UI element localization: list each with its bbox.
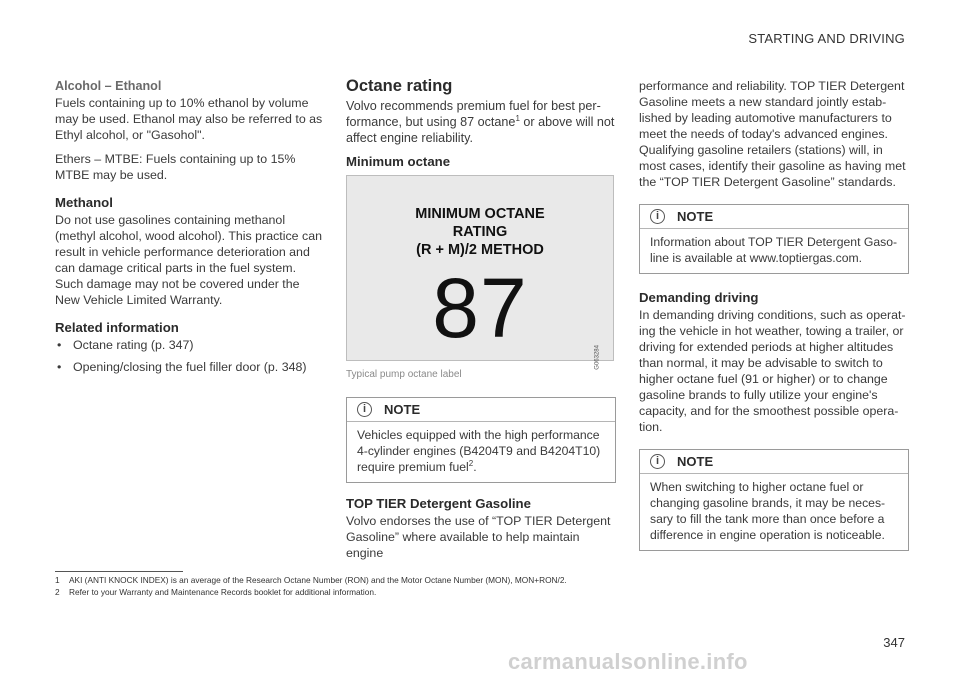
figure-caption: Typical pump octane label bbox=[346, 369, 462, 380]
alcohol-text: Fuels containing up to 10% ethanol by volume may be used. Ethanol may also be referred to as Ethyl alcohol, or "Gasohol". bbox=[55, 96, 323, 142]
figure-title: MINIMUM OCTANE RATING (R + M)/2 METHOD bbox=[415, 206, 545, 258]
footnote-divider bbox=[55, 571, 183, 572]
page-number: 347 bbox=[883, 635, 905, 650]
footnote-text: AKI (ANTI KNOCK INDEX) is an average of the Research Octane Number (RON) and the Motor Octane Number (MON), MON+RON/2. bbox=[69, 575, 567, 585]
footnote-1 bbox=[55, 575, 567, 585]
related-link-octane[interactable] bbox=[55, 337, 325, 353]
footnote-2 bbox=[55, 587, 376, 597]
info-icon: i bbox=[650, 209, 665, 224]
bullet: • bbox=[57, 338, 62, 352]
note-header bbox=[640, 450, 908, 474]
demanding-text: In demanding driving conditions, such as operat- ing the vehicle in hot weather, towing a trailer, or driving for extended periods at higher altitudes than normal, it may be advisable to switch to higher octane fuel (91 or higher) or to change gasoline brands to fully utilize your engine's capacity, and for the smoothest possible opera- tion. bbox=[639, 308, 906, 434]
watermark: carmanualsonline.info bbox=[508, 649, 748, 674]
note-text-main: Vehicles equipped with the high performance 4-cylinder engines (B4204T9 and B4204T10) require premium fuel bbox=[357, 428, 601, 474]
note-header bbox=[347, 398, 615, 422]
footnote-ref-1[interactable]: 1 bbox=[515, 113, 520, 123]
column-left bbox=[55, 78, 325, 381]
note-label: NOTE bbox=[677, 208, 714, 224]
demanding-heading: Demanding driving bbox=[639, 290, 759, 305]
note-box bbox=[639, 204, 909, 274]
methanol-text: Do not use gasolines containing methanol (methyl alcohol, wood alcohol). This practice can result in vehicle performance deterioration and can damage critical parts in the fuel system. Such damage may not be covered under the New Vehicle Limited Warranty. bbox=[55, 213, 322, 307]
section-header: STARTING AND DRIVING bbox=[748, 31, 905, 46]
octane-lead bbox=[346, 98, 616, 146]
octane-lead-text: Volvo recommends premium fuel for best per- formance, but using 87 octane bbox=[346, 99, 601, 129]
related-heading: Related information bbox=[55, 320, 179, 335]
note-box bbox=[346, 397, 616, 483]
note-text: Information about TOP TIER Detergent Gaso- line is available at www.toptiergas.com. bbox=[650, 235, 898, 265]
related-link-label: Opening/closing the fuel filler door (p. 348) bbox=[73, 360, 307, 374]
note-label: NOTE bbox=[384, 401, 421, 417]
octane-lead-text-end: or above will not affect engine reliability. bbox=[346, 115, 615, 145]
footnote-text: Refer to your Warranty and Maintenance Records booklet for additional information. bbox=[69, 587, 377, 597]
bullet: • bbox=[57, 360, 62, 374]
note-box bbox=[639, 449, 909, 551]
note-header bbox=[640, 205, 908, 229]
related-list bbox=[55, 337, 325, 375]
note-text bbox=[347, 422, 615, 482]
related-link-label: Octane rating (p. 347) bbox=[73, 338, 194, 352]
info-icon: i bbox=[650, 454, 665, 469]
octane-label-figure bbox=[346, 175, 614, 370]
toptier-heading: TOP TIER Detergent Gasoline bbox=[346, 496, 531, 511]
toptier-continued-text: performance and reliability. TOP TIER Detergent Gasoline meets a new standard jointly estab- lished by leading automotive manufacturers to meet the needs of today's advanced engines. Qualifying gasoline retailers (stations) will, in most cases, identify their gasoline as having met the “TOP TIER Detergent Gasoline” standards. bbox=[639, 79, 906, 189]
footnote-number: 2 bbox=[55, 587, 60, 597]
methanol-heading: Methanol bbox=[55, 195, 113, 210]
figure-code: G063284 bbox=[595, 345, 601, 370]
column-right bbox=[639, 78, 909, 551]
related-link-filler-door[interactable] bbox=[55, 359, 325, 375]
note-text-end: . bbox=[473, 460, 477, 474]
figure-octane-number: 87 bbox=[432, 261, 528, 355]
ethers-text: Ethers – MTBE: Fuels containing up to 15% MTBE may be used. bbox=[55, 152, 296, 182]
alcohol-heading: Alcohol – Ethanol bbox=[55, 79, 162, 93]
note-text: When switching to higher octane fuel or changing gasoline brands, it may be neces- sary to fill the tank more than once before a difference in engine operation is noticeable. bbox=[650, 480, 886, 542]
octane-heading: Octane rating bbox=[346, 77, 453, 95]
footnote-number: 1 bbox=[55, 575, 60, 585]
footnote-ref-2[interactable]: 2 bbox=[468, 458, 474, 468]
toptier-text: Volvo endorses the use of “TOP TIER Detergent Gasoline” where available to help maintain engine bbox=[346, 514, 611, 560]
column-middle bbox=[346, 78, 616, 569]
min-octane-heading: Minimum octane bbox=[346, 154, 451, 169]
note-label: NOTE bbox=[677, 453, 714, 469]
info-icon: i bbox=[357, 402, 372, 417]
